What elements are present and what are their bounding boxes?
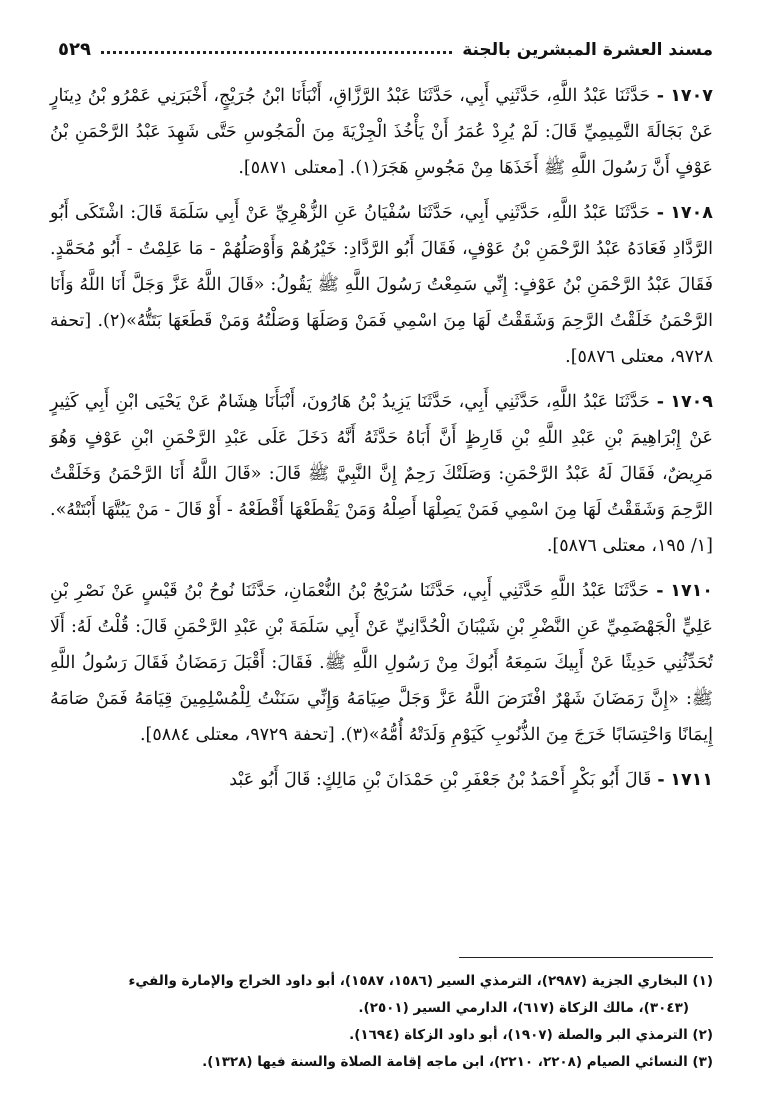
hadith-dash: - xyxy=(650,202,665,223)
hadith-dash: - xyxy=(649,391,664,412)
hadith-1711 xyxy=(50,762,713,798)
hadith-1710 xyxy=(50,573,713,754)
hadith-text: حَدَّثَنَا عَبْدُ اللَّهِ، حَدَّثَنِي أَبِي، حَدَّثَنَا عَبْدُ الرَّزَّاقِ، أَنْبَأَنَا ابْنُ جُرَيْجٍ، أَخْبَرَنِي عَمْرُو بْنُ دِينَارٍ عَنْ بَجَالَةَ التَّمِيمِيِّ قَالَ: لَمْ يُرِدْ عُمَرُ أَنْ يَأْخُذَ الْجِزْيَةَ مِنَ الْمَجُوسِ حَتَّى شَهِدَ عَبْدُ الرَّحْمَنِ بْنُ عَوْفٍ أَنَّ رَسُولَ اللَّهِ ﷺ أَخَذَهَا مِنْ مَجُوسِ هَجَرَ(١). [معتلى ٥٨٧١]. xyxy=(50,86,713,179)
footnote-1: (١) البخاري الجزية (٢٩٨٧)، الترمذي السير (١٥٨٦، ١٥٨٧)، أبو داود الخراج والإمارة والفيء xyxy=(128,973,713,989)
running-header-title: مسند العشرة المبشرين بالجنة xyxy=(462,40,713,60)
hadith-number: ١٧٠٩ xyxy=(670,391,713,412)
running-header xyxy=(58,30,713,60)
hadith-text: حَدَّثَنَا عَبْدُ اللَّهِ، حَدَّثَنِي أَبِي، حَدَّثَنَا سُفْيَانُ عَنِ الزُّهْرِيِّ عَنْ أَبِي سَلَمَةَ قَالَ: اشْتَكَى أَبُو الرَّدَّادِ فَعَادَهُ عَبْدُ الرَّحْمَنِ بْنُ عَوْفٍ، فَقَالَ أَبُو الرَّدَّادِ: خَيْرُهُمْ وَأَوْصَلُهُمْ - مَا عَلِمْتُ - أَبُو مُحَمَّدٍ. فَقَالَ عَبْدُ الرَّحْمَنِ بْنُ عَوْفٍ: إِنِّي سَمِعْتُ رَسُولَ اللَّهِ ﷺ يَقُولُ: «قَالَ اللَّهُ عَزَّ وَجَلَّ أَنَا اللَّهُ وَأَنَا الرَّحْمَنُ خَلَقْتُ الرَّحِمَ وَشَقَقْتُ لَهَا مِنَ اسْمِي فَمَنْ وَصَلَهَا وَصَلْتُهُ وَمَنْ قَطَعَهَا بَتَتُّهُ»(٢). [تحفة ٩٧٢٨، معتلى ٥٨٧٦]. xyxy=(50,202,713,368)
header-dot-leader xyxy=(101,51,452,54)
hadith-number: ١٧١١ xyxy=(670,769,713,790)
hadith-dash: - xyxy=(650,86,665,106)
footnote-3: (٣) النسائي الصيام (٢٢٠٨، ٢٢١٠)، ابن ماجه إقامة الصلاة والسنة فيها (١٣٢٨). xyxy=(202,1054,713,1070)
hadith-text: حَدَّثَنَا عَبْدُ اللَّهِ، حَدَّثَنِي أَبِي، حَدَّثَنَا يَزِيدُ بْنُ هَارُونَ، أَنْبَأَنَا هِشَامٌ عَنْ يَحْيَى ابْنِ أَبِي كَثِيرٍ عَنْ إِبْرَاهِيمَ بْنِ عَبْدِ اللَّهِ بْنِ قَارِظٍ أَنَّ أَبَاهُ حَدَّثَهُ أَنَّهُ دَخَلَ عَلَى عَبْدِ الرَّحْمَنِ ابْنِ عَوْفٍ وَهُوَ مَرِيضٌ، فَقَالَ لَهُ عَبْدُ الرَّحْمَنِ: وَصَلَتْكَ رَحِمٌ إِنَّ النَّبِيَّ ﷺ قَالَ: «قَالَ اللَّهُ أَنَا الرَّحْمَنُ وَخَلَقْتُ الرَّحِمَ وَشَقَقْتُ لَهَا مِنَ اسْمِي فَمَنْ يَصِلْهَا أَصِلْهُ وَمَنْ يَقْطَعْهَا أَقْطَعْهُ - أَوْ قَالَ - مَنْ يَبُتَّهَا أَبْتَتْهُ». [١/ ١٩٥، معتلى ٥٨٧٦]. xyxy=(50,391,713,557)
hadith-1707 xyxy=(50,78,713,187)
hadith-number: ١٧١٠ xyxy=(670,580,713,601)
hadith-dash: - xyxy=(651,769,665,790)
hadith-number: ١٧٠٨ xyxy=(670,202,713,223)
hadith-1709 xyxy=(50,384,713,565)
hadith-1708 xyxy=(50,195,713,376)
footnote-1-continued: (٣٠٤٣)، مالك الزكاة (٦١٧)، الدارمي السير (٢٥٠١). xyxy=(358,1000,689,1016)
hadith-text: حَدَّثَنَا عَبْدُ اللَّهِ حَدَّثَنِي أَبِي، حَدَّثَنَا سُرَيْجُ بْنُ النُّعْمَانِ، حَدَّثَنَا نُوحُ بْنُ قَيْسٍ عَنْ نَصْرِ بْنِ عَلِيٍّ الْجَهْضَمِيِّ عَنِ النَّضْرِ بْنِ شَيْبَانَ الْحُدَّانِيِّ عَنْ أَبِي سَلَمَةَ بْنِ عَبْدِ الرَّحْمَنِ قَالَ: قُلْتُ لَهُ: أَلَا تُحَدِّثُنِي حَدِيثًا عَنْ أَبِيكَ سَمِعَهُ أَبُوكَ مِنْ رَسُولِ اللَّهِ ﷺ. فَقَالَ: أَقْبَلَ رَمَضَانُ فَقَالَ رَسُولُ اللَّهِ ﷺ: «إِنَّ رَمَضَانَ شَهْرٌ افْتَرَضَ اللَّهُ عَزَّ وَجَلَّ صِيَامَهُ وَإِنِّي سَنَنْتُ لِلْمُسْلِمِينَ قِيَامَهُ فَمَنْ صَامَهُ إِيمَانًا وَاحْتِسَابًا خَرَجَ مِنَ الذُّنُوبِ كَيَوْمِ وَلَدَتْهُ أُمُّهُ»(٣). [تحفة ٩٧٢٩، معتلى ٥٨٨٤]. xyxy=(50,580,713,746)
hadith-text: قَالَ أَبُو بَكْرٍ أَحْمَدُ بْنُ جَعْفَرِ بْنِ حَمْدَانَ بْنِ مَالِكٍ: قَالَ أَبُو عَبْد xyxy=(229,769,652,790)
footnote-separator xyxy=(459,957,713,958)
footnotes xyxy=(50,968,713,1076)
page-number: ٥٢٩ xyxy=(58,39,91,60)
footnote-2: (٢) الترمذي البر والصلة (١٩٠٧)، أبو داود الزكاة (١٦٩٤). xyxy=(349,1027,713,1043)
hadith-dash: - xyxy=(649,580,664,601)
hadith-number: ١٧٠٧ xyxy=(670,86,713,106)
hadith-body xyxy=(50,78,713,806)
